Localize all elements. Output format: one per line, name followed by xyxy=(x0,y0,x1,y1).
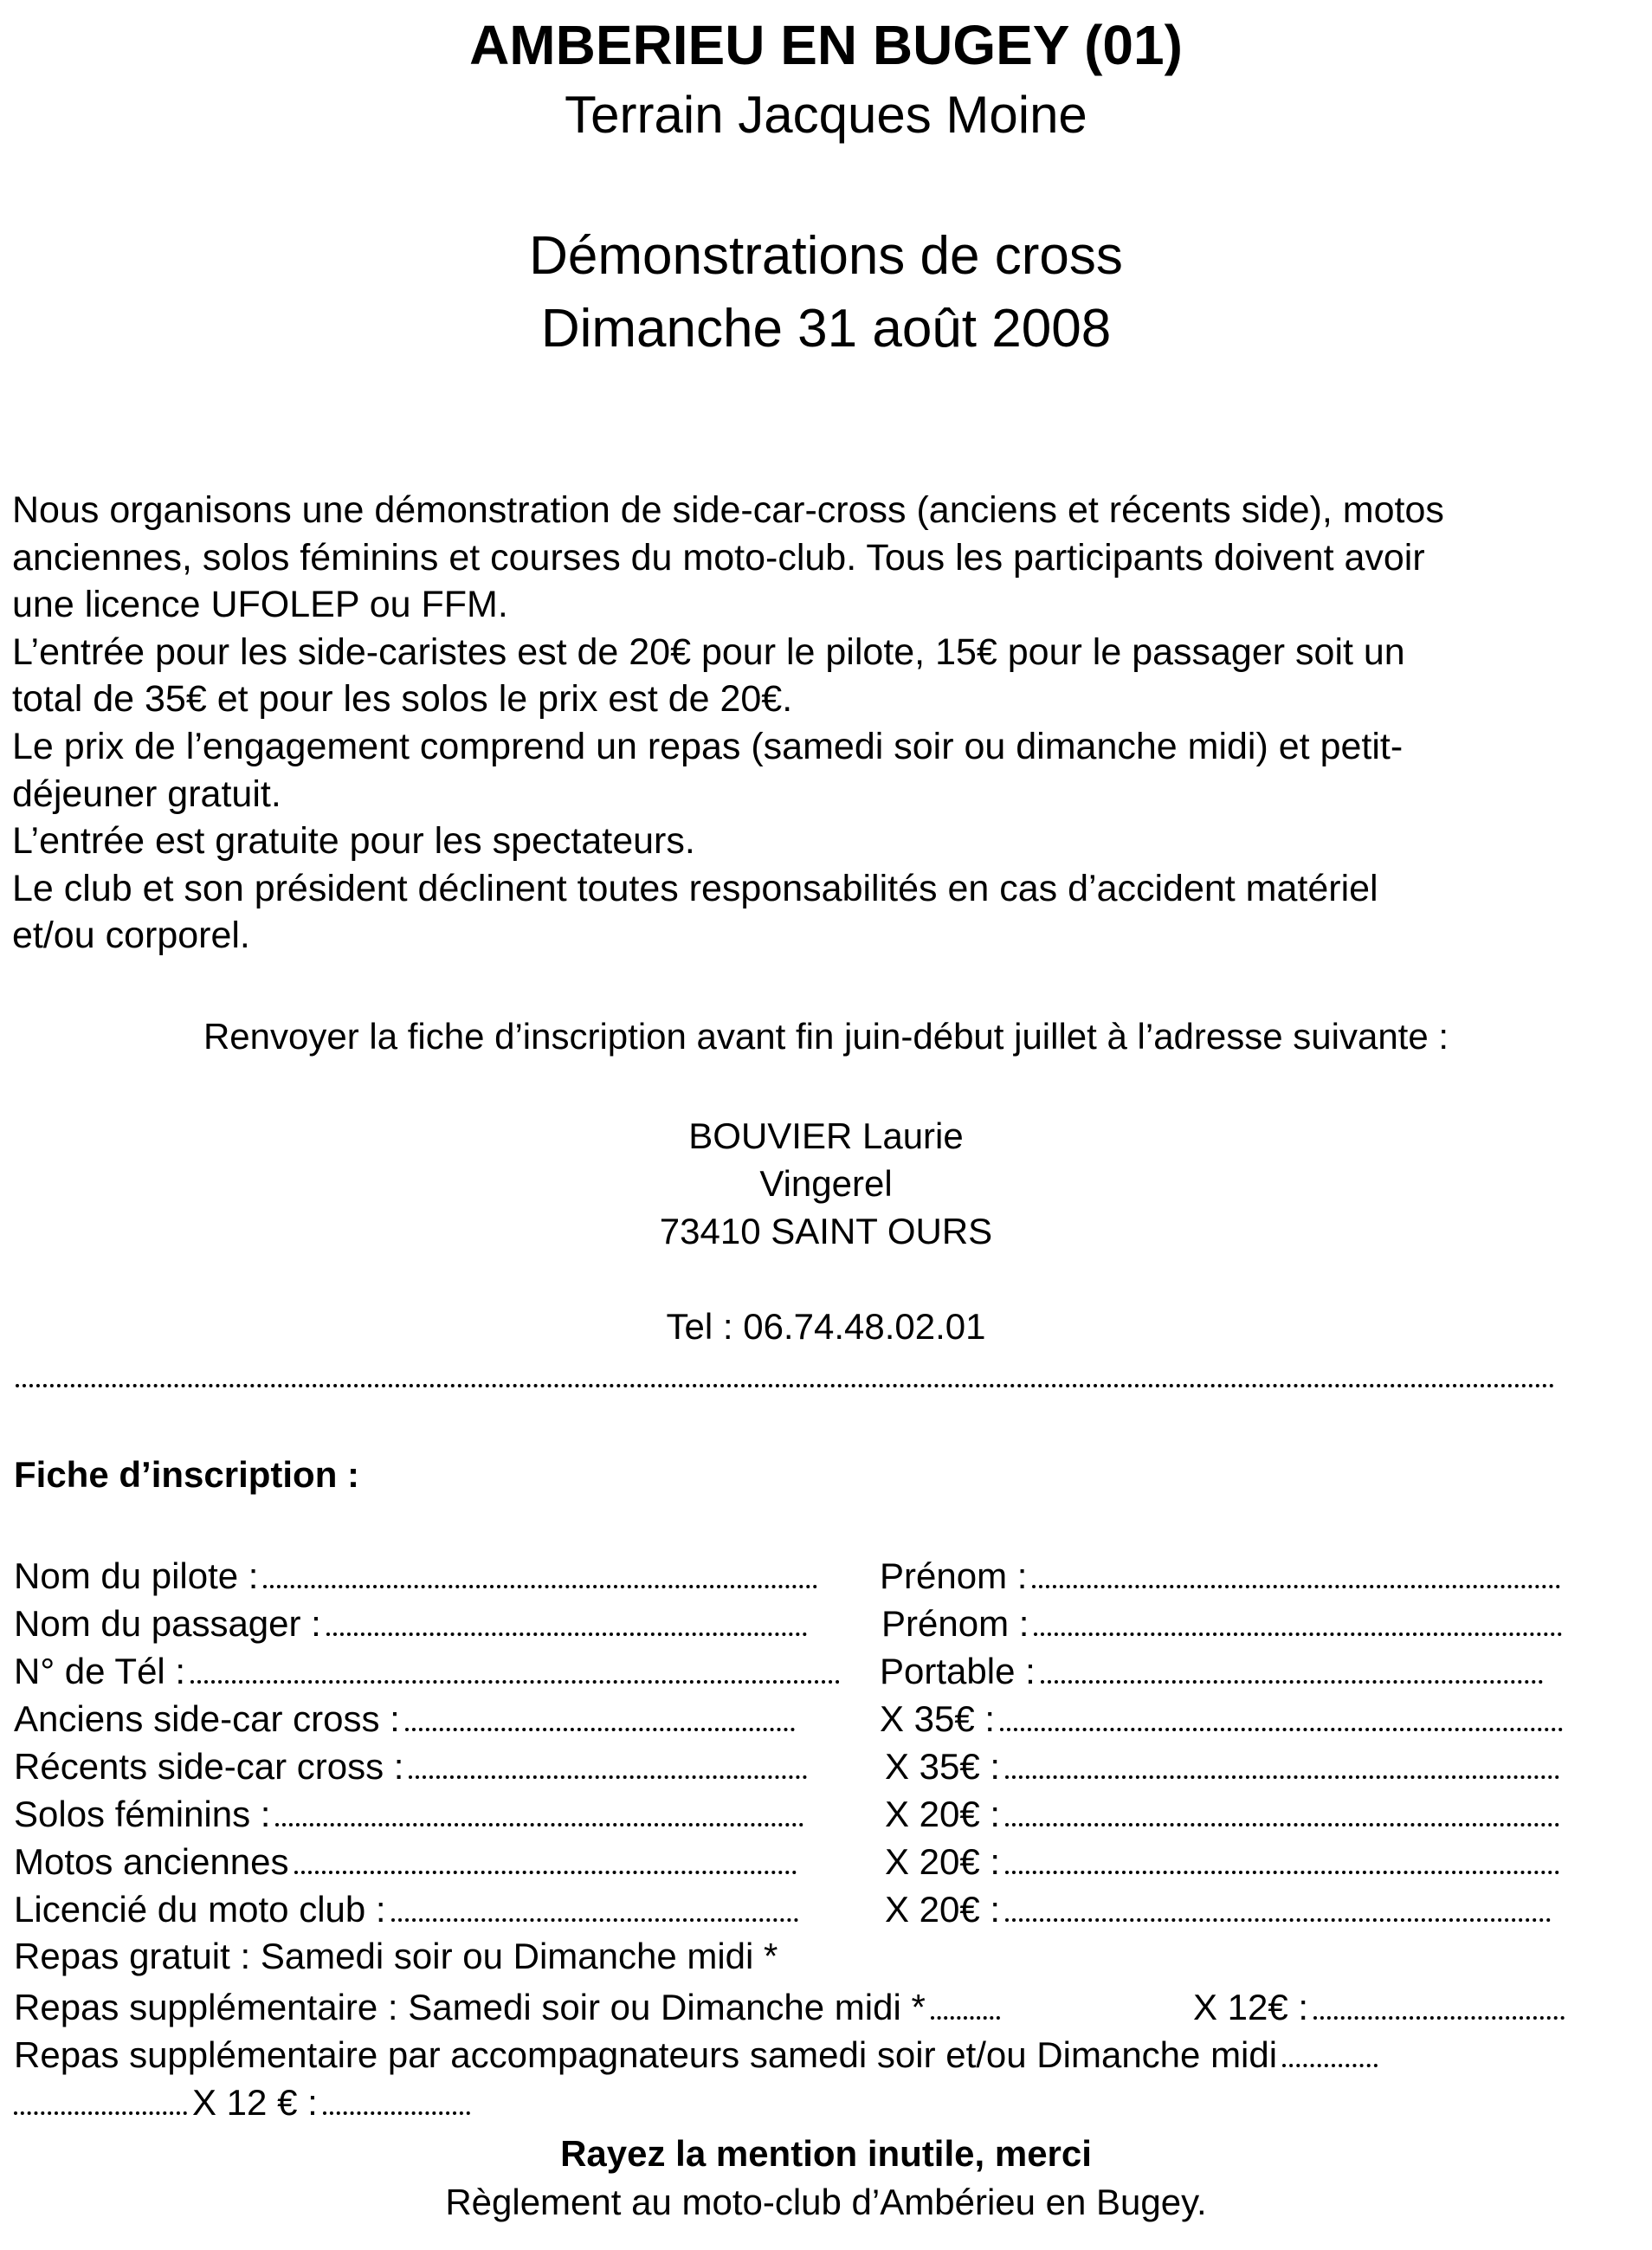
event-date: Dimanche 31 août 2008 xyxy=(540,299,1112,359)
form-price-label: X 12€ : xyxy=(1193,1982,1570,2031)
address-street: Vingerel xyxy=(759,1163,893,1204)
fill-in-field[interactable] xyxy=(405,1693,795,1731)
dotted-separator xyxy=(16,1384,1555,1387)
fill-in-field[interactable] xyxy=(323,2077,470,2115)
form-row-vintage-bikes xyxy=(14,1836,1598,1883)
fill-in-field[interactable] xyxy=(409,1741,807,1779)
form-row-companion-meal-price xyxy=(14,2077,1598,2124)
fill-in-field[interactable] xyxy=(14,2077,187,2115)
form-row-club-licensee xyxy=(14,1884,1598,1930)
form-title: Fiche d’inscription : xyxy=(14,1454,360,1495)
form-label: Solos féminins : xyxy=(14,1794,271,1834)
fill-in-field[interactable] xyxy=(1005,1741,1559,1779)
form-row-extra-meal xyxy=(14,1982,1598,2028)
intro-line: total de 35€ et pour les solos le prix est de 20€. xyxy=(12,678,793,721)
intro-line: anciennes, solos féminins et courses du moto-club. Tous les participants doivent avoir xyxy=(12,536,1425,579)
form-row-women-solo xyxy=(14,1788,1598,1835)
fill-in-field[interactable] xyxy=(1005,1788,1559,1827)
fill-in-field[interactable] xyxy=(1313,1982,1565,2020)
intro-line: Nous organisons une démonstration de side-car-cross (anciens et récents side), motos xyxy=(12,489,1444,531)
fill-in-field[interactable] xyxy=(1000,1693,1563,1731)
fill-in-field[interactable] xyxy=(1034,1598,1562,1636)
fill-in-field[interactable] xyxy=(263,1550,817,1588)
intro-line: et/ou corporel. xyxy=(12,915,250,957)
meal-free-line: Repas gratuit : Samedi soir ou Dimanche midi * xyxy=(14,1936,778,1976)
address-name: BOUVIER Laurie xyxy=(688,1115,964,1156)
fill-in-field[interactable] xyxy=(275,1788,803,1827)
form-row-recent-sidecar xyxy=(14,1741,1598,1788)
form-row-pilot-name xyxy=(14,1550,1598,1597)
strike-out-note: Rayez la mention inutile, merci xyxy=(560,2133,1092,2174)
intro-line: une licence UFOLEP ou FFM. xyxy=(12,584,508,626)
intro-line: L’entrée pour les side-caristes est de 20€ pour le pilote, 15€ pour le passager soit un xyxy=(12,630,1405,673)
intro-line: Le prix de l’engagement comprend un repas (samedi soir ou dimanche midi) et petit- xyxy=(12,725,1404,767)
form-row-companion-meal xyxy=(14,2029,1598,2076)
form-price-label: X 35€ : xyxy=(880,1693,1568,1742)
fill-in-field[interactable] xyxy=(190,1645,840,1684)
form-label: Repas supplémentaire : Samedi soir ou Dimanche midi * xyxy=(14,1987,926,2027)
form-price-label: X 35€ : xyxy=(885,1741,1565,1790)
mailing-address xyxy=(0,1112,1652,1255)
fill-in-field[interactable] xyxy=(931,1982,1000,2020)
form-label: Récents side-car cross : xyxy=(14,1746,404,1787)
form-label: Nom du pilote : xyxy=(14,1555,259,1596)
intro-line: Le club et son président déclinent toutes responsabilités en cas d’accident matériel xyxy=(12,867,1378,909)
form-price-label: X 12 € : xyxy=(192,2082,318,2123)
fill-in-field[interactable] xyxy=(391,1884,798,1922)
fill-in-field[interactable] xyxy=(1041,1645,1543,1684)
return-instructions: Renvoyer la fiche d’inscription avant fin juin-début juillet à l’adresse suivante : xyxy=(203,1016,1449,1057)
intro-line: L’entrée est gratuite pour les spectateurs. xyxy=(12,820,695,863)
address-city: 73410 SAINT OURS xyxy=(659,1211,993,1251)
form-label: Licencié du moto club : xyxy=(14,1889,386,1930)
form-label: Repas supplémentaire par accompagnateurs samedi soir et/ou Dimanche midi xyxy=(14,2034,1278,2075)
form-label: Anciens side-car cross : xyxy=(14,1698,400,1739)
contact-phone: Tel : 06.74.48.02.01 xyxy=(666,1306,986,1347)
fill-in-field[interactable] xyxy=(1005,1884,1551,1922)
fill-in-field[interactable] xyxy=(1005,1836,1559,1874)
fill-in-field[interactable] xyxy=(1032,1550,1560,1588)
form-label: Motos anciennes xyxy=(14,1841,289,1882)
form-row-phone xyxy=(14,1645,1598,1692)
form-label-secondary: Prénom : xyxy=(880,1550,1565,1600)
form-label: Nom du passager : xyxy=(14,1603,321,1644)
form-price-label: X 20€ : xyxy=(885,1884,1556,1933)
document-title: AMBERIEU EN BUGEY (01) xyxy=(469,14,1183,76)
form-row-passenger-name xyxy=(14,1598,1598,1645)
intro-paragraph xyxy=(12,487,1614,960)
form-price-label: X 20€ : xyxy=(885,1836,1565,1885)
venue-name: Terrain Jacques Moine xyxy=(565,86,1087,144)
event-name: Démonstrations de cross xyxy=(529,226,1123,286)
payment-note: Règlement au moto-club d’Ambérieu en Bugey. xyxy=(445,2182,1207,2222)
form-row-old-sidecar xyxy=(14,1693,1598,1740)
intro-line: déjeuner gratuit. xyxy=(12,773,281,815)
form-label-secondary: Portable : xyxy=(880,1645,1548,1695)
form-label: N° de Tél : xyxy=(14,1651,186,1691)
form-price-label: X 20€ : xyxy=(885,1788,1565,1838)
fill-in-field[interactable] xyxy=(1282,2029,1378,2067)
form-label-secondary: Prénom : xyxy=(881,1598,1567,1647)
fill-in-field[interactable] xyxy=(326,1598,807,1636)
fill-in-field[interactable] xyxy=(294,1836,797,1874)
